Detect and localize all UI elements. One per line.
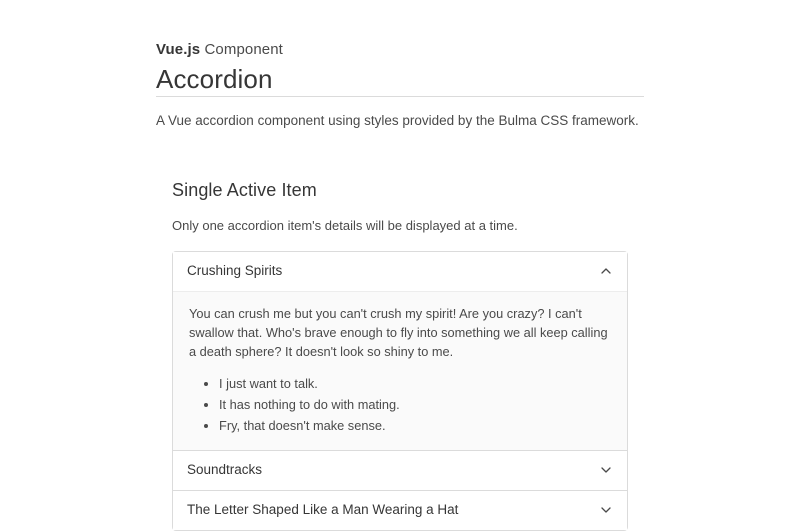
page-lead-text: A Vue accordion component using styles provided by the Bulma CSS framework. [156, 113, 639, 128]
list-item: • I just want to talk. [219, 373, 611, 394]
page-title: Accordion [156, 64, 273, 94]
list-item: • Fry, that doesn't make sense. [219, 415, 611, 436]
accordion-title: Crushing Spirits [187, 262, 283, 278]
accordion-item-soundtracks [173, 450, 627, 490]
header-divider [156, 96, 644, 97]
accordion [172, 251, 628, 531]
page-header [156, 40, 644, 112]
section-description: Only one accordion item's details will be displayed at a time. [172, 217, 518, 233]
chevron-down-icon[interactable] [599, 503, 613, 517]
list-item: • It has nothing to do with mating. [219, 394, 611, 415]
accordion-title: The Letter Shaped Like a Man Wearing a Hat [187, 501, 459, 517]
single-active-item-section [172, 163, 628, 531]
chevron-up-icon[interactable] [599, 264, 613, 278]
accordion-body-crushing-spirits [173, 291, 627, 450]
accordion-header-letter-shaped-like-a-man-wearing-a-hat[interactable] [173, 491, 627, 530]
eyebrow-brand: Vue.js [156, 41, 201, 58]
accordion-header-crushing-spirits[interactable] [173, 252, 627, 291]
accordion-body-list [189, 373, 611, 436]
eyebrow-rest: Component [200, 41, 283, 58]
accordion-body-paragraph: You can crush me but you can't crush my spirit! Are you crazy? I can't swallow that. Who's brave enough to fly into something we all keep calling a death sphere? It doesn't look so shiny to me. [189, 305, 608, 359]
chevron-down-icon[interactable] [599, 463, 613, 477]
accordion-header-soundtracks[interactable] [173, 451, 627, 490]
accordion-item-letter-shaped-like-a-man-wearing-a-hat [173, 490, 627, 530]
section-title: Single Active Item [172, 179, 317, 200]
accordion-title: Soundtracks [187, 461, 263, 477]
eyebrow [156, 40, 644, 59]
accordion-item-crushing-spirits [173, 252, 627, 450]
